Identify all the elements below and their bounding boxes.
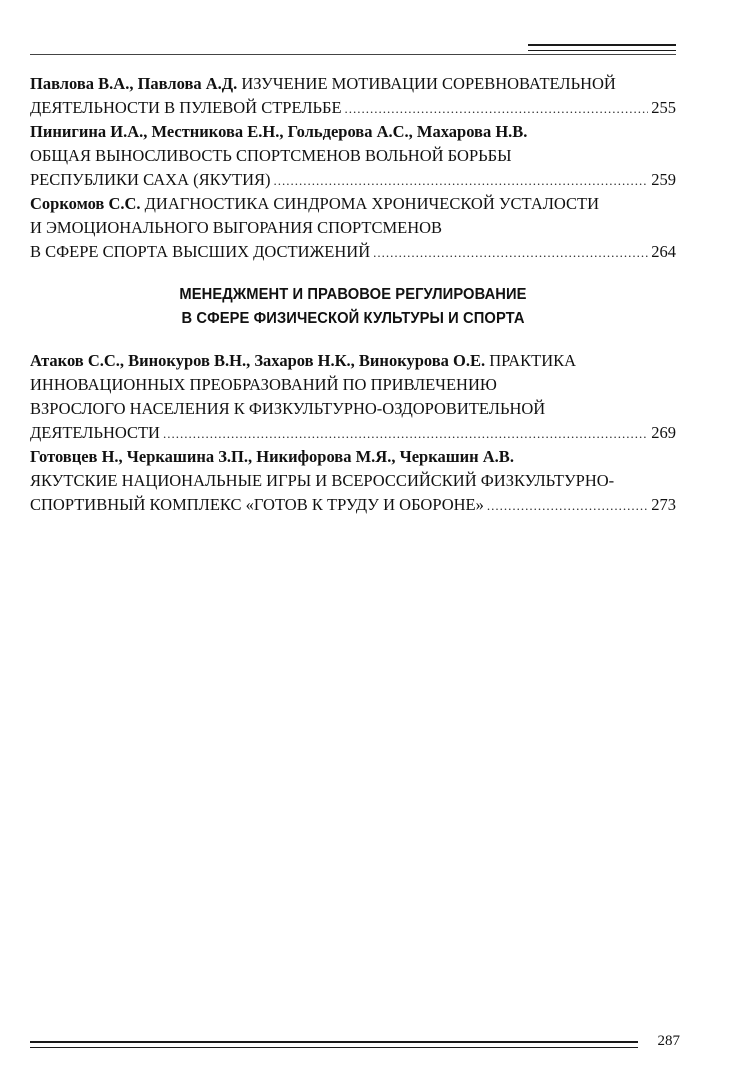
dot-leader xyxy=(487,494,648,517)
header-rule-thick xyxy=(528,44,676,46)
toc-entry xyxy=(30,120,676,192)
toc-entry-title: ВЗРОСЛОГО НАСЕЛЕНИЯ К ФИЗКУЛЬТУРНО-ОЗДОРОВИТЕЛЬНОЙ xyxy=(30,399,546,418)
toc-entry-page-number: 264 xyxy=(651,242,676,261)
toc-entry-page-number: 259 xyxy=(651,170,676,189)
toc-entry-line xyxy=(30,349,676,373)
toc-entry-title: ДИАГНОСТИКА СИНДРОМА ХРОНИЧЕСКОЙ УСТАЛОСТИ xyxy=(140,194,600,213)
footer-rule-thin xyxy=(30,1047,638,1048)
header-rule-thin xyxy=(528,50,676,51)
toc-entry-line xyxy=(30,373,676,397)
toc-entry-authors: Атаков С.С., Винокуров В.Н., Захаров Н.К., Винокурова О.Е. xyxy=(30,351,486,370)
toc-entry-title: ДЕЯТЕЛЬНОСТИ xyxy=(30,423,160,442)
table-of-contents xyxy=(30,72,676,517)
toc-entry-last-line xyxy=(30,493,676,517)
toc-entry xyxy=(30,72,676,120)
toc-entry-page-number: 273 xyxy=(651,495,676,514)
toc-entry-line xyxy=(30,445,676,469)
toc-entry-title: ЯКУТСКИЕ НАЦИОНАЛЬНЫЕ ИГРЫ И ВСЕРОССИЙСКИЙ ФИЗКУЛЬТУРНО- xyxy=(30,471,615,490)
toc-entry-line xyxy=(30,144,676,168)
footer-rule-thick xyxy=(30,1041,638,1043)
toc-entry-title: ИННОВАЦИОННЫХ ПРЕОБРАЗОВАНИЙ ПО ПРИВЛЕЧЕНИЮ xyxy=(30,375,497,394)
toc-entry-line xyxy=(30,120,676,144)
toc-entry-line xyxy=(30,469,676,493)
toc-entry-authors: Готовцев Н., Черкашина З.П., Никифорова М.Я., Черкашин А.В. xyxy=(30,447,514,466)
toc-entry xyxy=(30,192,676,264)
section-heading xyxy=(56,283,650,331)
toc-entry-last-line xyxy=(30,168,676,192)
toc-entry-title: В СФЕРЕ СПОРТА ВЫСШИХ ДОСТИЖЕНИЙ xyxy=(30,242,371,261)
toc-entry-title: ПРАКТИКА xyxy=(485,351,577,370)
toc-entry-last-line xyxy=(30,421,676,445)
page-number: 287 xyxy=(657,1033,680,1049)
toc-entry xyxy=(30,349,676,445)
toc-entry xyxy=(30,445,676,517)
toc-entry-authors: Соркомов С.С. xyxy=(30,194,141,213)
section-heading-line: МЕНЕДЖМЕНТ И ПРАВОВОЕ РЕГУЛИРОВАНИЕ xyxy=(179,286,527,303)
toc-entry-title: ДЕЯТЕЛЬНОСТИ В ПУЛЕВОЙ СТРЕЛЬБЕ xyxy=(30,98,342,117)
toc-entry-title: СПОРТИВНЫЙ КОМПЛЕКС «ГОТОВ К ТРУДУ И ОБОРОНЕ» xyxy=(30,495,484,514)
toc-entry-page-number: 269 xyxy=(651,423,676,442)
toc-entry-last-line xyxy=(30,96,676,120)
dot-leader xyxy=(163,422,648,445)
toc-entry-page-number: 255 xyxy=(651,98,676,117)
toc-entry-last-line xyxy=(30,240,676,264)
toc-entry-line xyxy=(30,397,676,421)
toc-entry-line xyxy=(30,216,676,240)
toc-entry-line xyxy=(30,72,676,96)
toc-entry-authors: Пинигина И.А., Местникова Е.Н., Гольдерова А.С., Махарова Н.В. xyxy=(30,122,528,141)
dot-leader xyxy=(273,169,648,192)
header-rule-long xyxy=(30,54,676,55)
toc-entry-line xyxy=(30,192,676,216)
toc-entry-title: ИЗУЧЕНИЕ МОТИВАЦИИ СОРЕВНОВАТЕЛЬНОЙ xyxy=(237,74,616,93)
section-heading-line: В СФЕРЕ ФИЗИЧЕСКОЙ КУЛЬТУРЫ И СПОРТА xyxy=(181,310,525,327)
dot-leader xyxy=(373,241,648,264)
toc-entry-title: И ЭМОЦИОНАЛЬНОГО ВЫГОРАНИЯ СПОРТСМЕНОВ xyxy=(30,218,443,237)
toc-entry-title: ОБЩАЯ ВЫНОСЛИВОСТЬ СПОРТСМЕНОВ ВОЛЬНОЙ БОРЬБЫ xyxy=(30,146,512,165)
dot-leader xyxy=(345,97,649,120)
toc-entry-authors: Павлова В.А., Павлова А.Д. xyxy=(30,74,238,93)
toc-entry-title: РЕСПУБЛИКИ САХА (ЯКУТИЯ) xyxy=(30,170,271,189)
